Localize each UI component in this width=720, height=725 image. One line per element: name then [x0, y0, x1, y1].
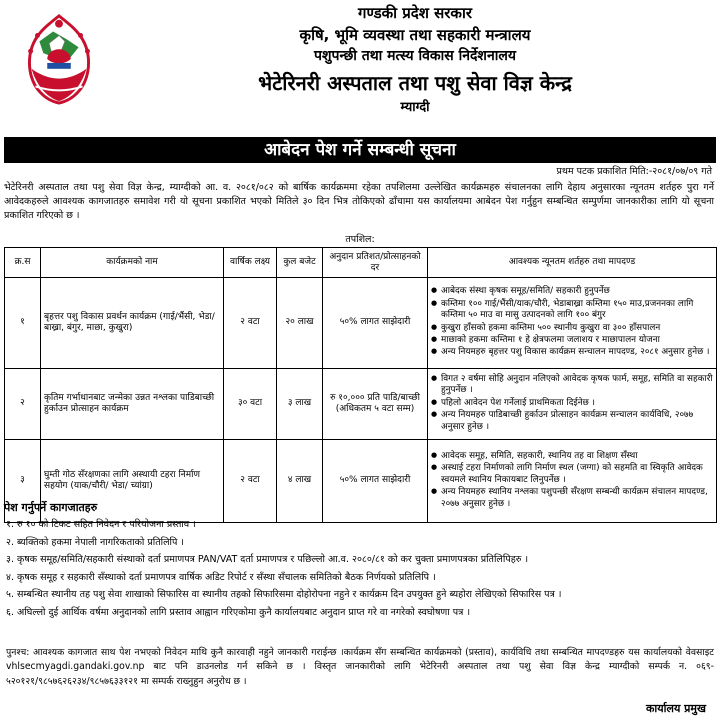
office-header: [120, 4, 710, 116]
table-row: [5, 440, 717, 523]
required-documents-list: [6, 518, 714, 623]
table-row: [5, 369, 717, 440]
province-government: गण्डकी प्रदेश सरकार: [358, 4, 472, 22]
row-sn: १: [5, 278, 41, 369]
header-sn: क्र.स: [5, 248, 41, 278]
condition-item: ● कुखुरा हाँसको हकमा कम्तिमा ५०० स्थानीय कुखुरा वा ३०० हाँसपालन: [431, 323, 713, 334]
row-grant: रु १०,००० प्रति पाडि/बाच्छी (अधिकतम ५ वटा सम्म): [323, 369, 428, 440]
row-target: २ वटा: [224, 278, 277, 369]
document-item: ५. सम्बन्धित स्थानीय तह पशु सेवा शाखाको सिफारिस वा स्थानीय तहको सिफारिसमा दोहोरोपना नहुने र कार्यक्रम दिन उपयुक्त हुने ब्यहोरा लेखिएको सिफारिस पत्र ।: [6, 589, 562, 600]
row-program: घुम्ती गोठ सँरक्षणका लागि अस्थायी टहरा निर्माण सहयोग (याक/चौरी/ भेडा/ च्यांग्रा): [41, 440, 224, 523]
condition-item: ● कम्तिमा १०० गाई/भैंसी/याक/चौरी, भेडाबाख्रा कम्तिमा १५० माउ,प्रजननका लागि कम्तिमा ५० माउ वा मासु उत्पादनको लागि १०० बंगुर: [431, 299, 713, 322]
condition-item: ● अन्य नियमहरु पाडिबाच्छी हुर्काउन प्रोत्साहन कार्यक्रम सन्चालन कार्यविधि, २०७७ अनुसार हुनेछ ।: [431, 410, 713, 433]
notice-title-banner: आबेदन पेश गर्ने सम्बन्धी सूचना: [4, 137, 716, 163]
header-grant: अनुदान प्रतिशत/प्रोत्साहनको दर: [323, 248, 428, 278]
condition-list: [431, 374, 713, 433]
row-target: २ वटा: [224, 440, 277, 523]
header-budget: कुल बजेट: [277, 248, 323, 278]
row-sn: ३: [5, 440, 41, 523]
row-program: कृतिम गर्भाधानबाट जन्मेका उन्नत नश्लका पाडिबाच्छी हुर्काउन प्रोत्साहन कार्यक्रम: [41, 369, 224, 440]
intro-paragraph: भेटेरिनरी अस्पताल तथा पशु सेवा विज्ञ केन्द्र, म्याग्दीको आ. व. २०८१/०८२ को बार्षिक कार्यक्रममा रहेका तपशिलमा उल्लेखित कार्यक्रमहरु संचालनका लागि देहाय अनुसारका न्यूनतम शर्तहरु पुरा गर्ने आवेदकहरुले आवश्यक कागजातहरु समावेश गरी यो सूचना प्रकाशित भएको मितिले ३० दिन भित्र तोकिएको ढाँचामा यस कार्यालयमा आबेदन पेश गर्नुहुन सम्बन्धित सम्पुर्णमा जानकारीका लागि यो सूचना प्रकाशित गरिएको छ ।: [4, 182, 714, 221]
header-conditions: आवश्यक न्यूनतम शर्तहरु तथा मापदण्ड: [428, 248, 717, 278]
document-item: २. ब्यक्तिको हकमा नेपाली नागरिकताको प्रतिलिपि ।: [6, 536, 185, 548]
document-item: १. रु १० को टिकट सहित निवेदन र परियोजना प्रस्ताव ।: [6, 519, 196, 530]
required-documents-title: पेश गर्नुपर्ने कागजातहरु: [4, 501, 98, 514]
row-budget: ३ लाख: [277, 369, 323, 440]
condition-item: ● पहिलो आवेदन पेश गर्नेलाई प्राथमिकता दिईनेछ ।: [431, 398, 713, 409]
condition-item: ● विगत २ वर्षमा सोहि अनुदान नलिएको आवेदक कृषक फार्म, समूह, समिति वा सहकारी हुनुपर्नेछ ।: [431, 374, 713, 397]
condition-list: [431, 286, 713, 359]
row-sn: २: [5, 369, 41, 440]
nepal-emblem-icon: [10, 10, 108, 108]
condition-list: [431, 451, 713, 510]
row-grant: ५०% लागत साझेदारी: [323, 278, 428, 369]
condition-item: ● आवेदक समूह, समिति, सहकारी, स्थानिय तह वा शिक्षण सँस्था: [431, 451, 713, 462]
condition-item: ● अस्थाई टहरा निर्माणको लागि निर्माण स्थल (जग्गा) को सहमति वा स्विकृति आवेदक स्वयमले स्थानिय निकायबाट लिनुपर्नेछ ।: [431, 463, 713, 486]
office-name: भेटेरिनरी अस्पताल तथा पशु सेवा विज्ञ केन्द्र: [258, 71, 572, 95]
row-grant: ५०% लागत साझेदारी: [323, 440, 428, 523]
office-chief-signature: कार्यालय प्रमुख: [645, 702, 706, 715]
condition-item: ● अन्य नियमहरु स्थानिय नश्लका पशुपन्छी सँरक्षण सम्बन्धी कार्यक्रम संचालन मापदण्ड, २०७७ अनुसार हुनेछ ।: [431, 487, 713, 510]
row-conditions: [428, 278, 717, 369]
row-budget: २० लाख: [277, 278, 323, 369]
directorate-name: पशुपन्छी तथा मत्स्य विकास निर्देशनालय: [314, 47, 516, 64]
row-budget: ४ लाख: [277, 440, 323, 523]
postscript-note: पुनश्च: आवश्यक कागजात साथ पेश नभएको निवेदन माथि कुनै कारवाही नहुने जानकारी गराईन्छ ।कार्यक्रम सँग सम्बन्धित कार्यक्रमको (प्रस्ताव), कार्यविधि तथा सम्बन्धित मापदण्डहरु यस कार्यालयको वेवसाइट vhlsecmyagdi.gandaki.gov.np बाट पनि डाउनलोड गर्न सकिने छ । विस्तृत जानकारीको लागि भेटेरिनरी अस्पताल तथा पशु सेवा विज्ञ केन्द्र म्याग्दीको सम्पर्क न. ०६९- ५२०१२१/९८५७६२६२३४/९८५७६३३१२१ मा सम्पर्क राख्नुहुन अनुरोध छ ।: [6, 647, 714, 687]
document-item: ६. अघिल्लो दुई आर्थिक वर्षमा अनुदानको लागि प्रस्ताव आह्वान गरिएकोमा कुनै कार्यालयबाट अनुदान प्राप्त गरे वा नगरेको स्वघोषणा पत्र ।: [6, 606, 471, 618]
ministry-name: कृषि, भूमि व्यवस्था तथा सहकारी मन्त्रालय: [299, 25, 531, 44]
table-header-row: [5, 248, 717, 278]
condition-item: ● आबेदक संस्था कृषक समूह/समिति/ सहकारी हुनुपर्नेछ: [431, 286, 713, 297]
document-item: ४. कृषक समूह र सहकारी सँस्थाको दर्ता प्रमाणपत्र वार्षिक अडिट रिपोर्ट र सँस्था सँचालक समितिको बैठक निर्णयको प्रतिलिपि ।: [6, 571, 436, 583]
header-program: कार्यक्रमको नाम: [41, 248, 224, 278]
row-conditions: [428, 369, 717, 440]
header-target: वार्षिक लक्ष्य: [224, 248, 277, 278]
condition-item: ● माछाको हकमा कम्तिमा १ हे क्षेत्रफलमा जलाशय र माछापालन योजना: [431, 335, 713, 346]
publish-date: प्रथम पटक प्रकाशित मिति:-२०८१/०७/०९ गते: [556, 166, 712, 177]
row-conditions: [428, 440, 717, 523]
row-target: ३० वटा: [224, 369, 277, 440]
document-item: ३. कृषक समूह/समिति/सहकारी संस्थाको दर्ता प्रमाणपत्र PAN/VAT दर्ता प्रमाणपत्र र पछिल्लो आ.व. २०८०/८१ को कर चुक्ता प्रमाणपत्रका प्रतिलिपिहरु ।: [6, 554, 529, 565]
program-table: [4, 247, 717, 523]
district-name: म्याग्दी: [400, 100, 430, 115]
details-label: तपशिल:: [345, 234, 375, 245]
condition-item: ● अन्य नियमहरु बृहत्तर पशु विकास कार्यक्रम सन्चालन मापदण्ड, २०८१ अनुसार हुनेछ ।: [431, 347, 713, 358]
table-row: [5, 278, 717, 369]
row-program: बृहत्तर पशु विकास प्रवर्धन कार्यक्रम (गाई/भैंसी, भेडा/बाख्रा, बंगुर, माछा, कुखुरा): [41, 278, 224, 369]
